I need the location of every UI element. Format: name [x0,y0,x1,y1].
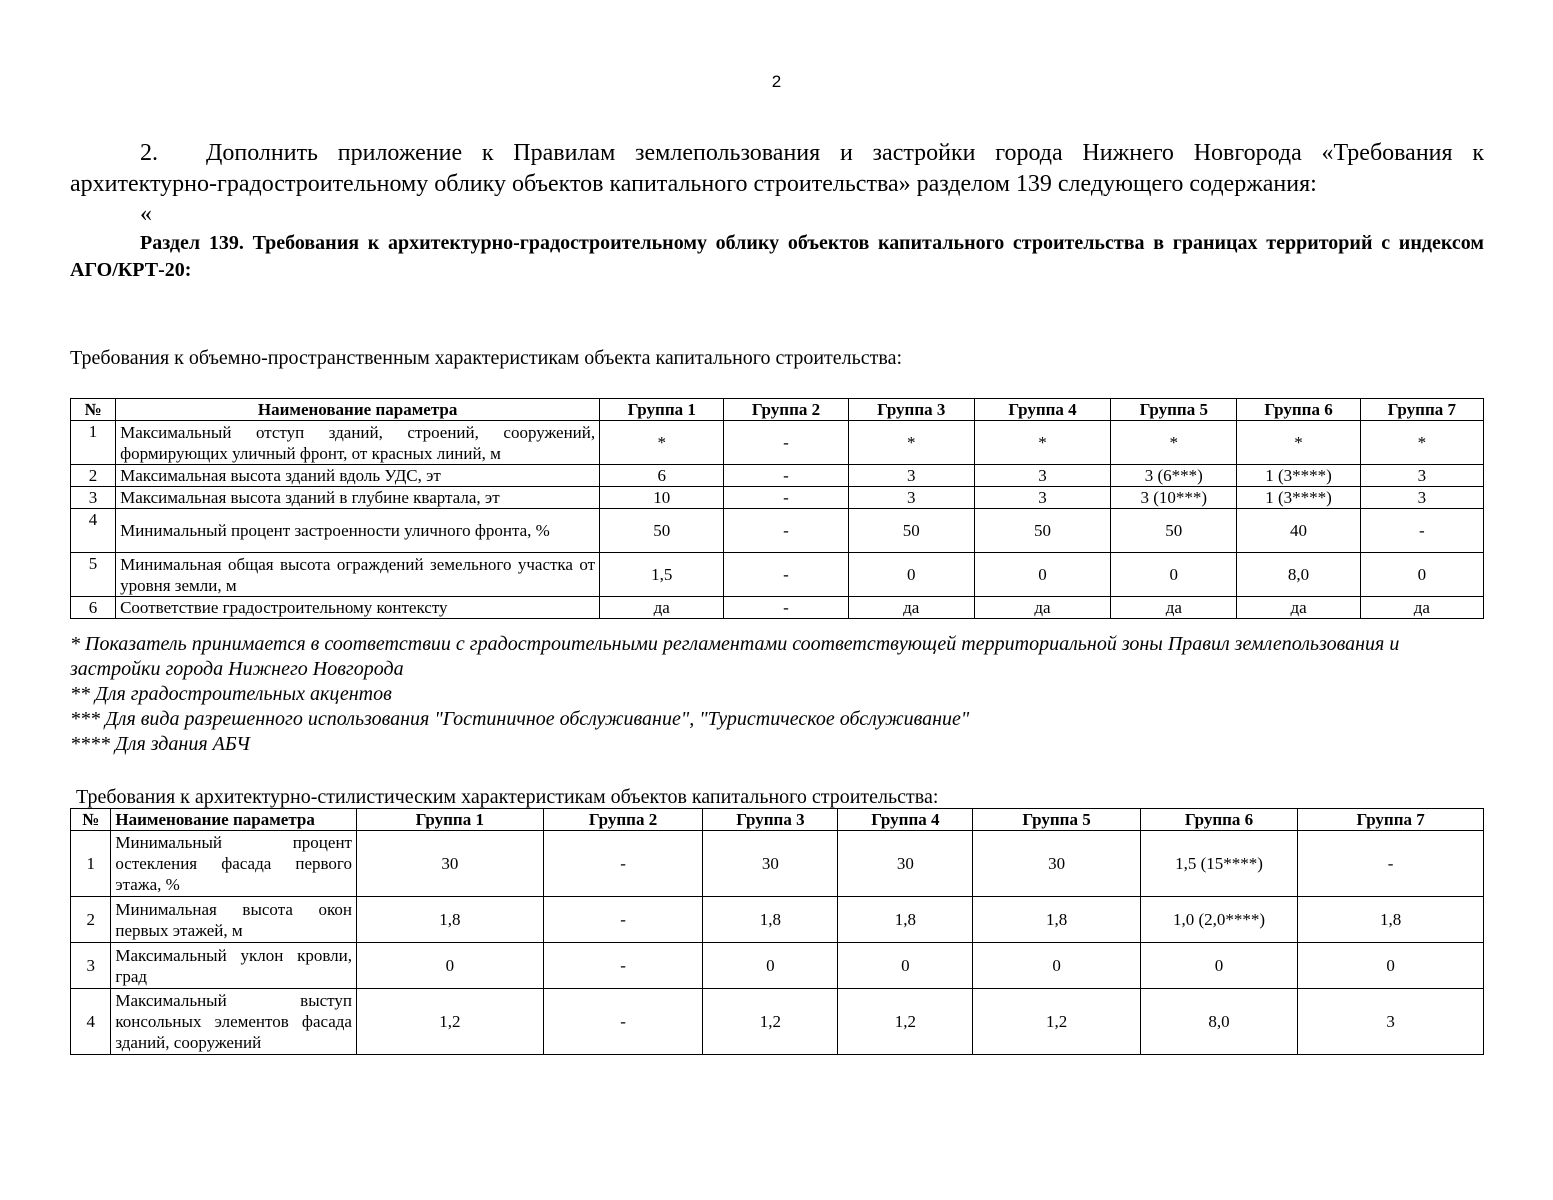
row-number: 2 [71,897,111,943]
row-number: 1 [71,421,116,465]
cell-value: да [1111,597,1237,619]
header-group-7: Группа 7 [1360,399,1483,421]
row-number: 5 [71,553,116,597]
cell-value: 1,8 [1298,897,1484,943]
cell-value: - [724,553,848,597]
cell-value: 3 [848,487,974,509]
paragraph-number: 2. [140,140,158,166]
cell-value: - [724,509,848,553]
cell-value: 0 [1298,943,1484,989]
document-body [70,138,1484,284]
table-row [71,465,1484,487]
cell-value: * [974,421,1110,465]
cell-value: да [848,597,974,619]
cell-value: 30 [838,831,973,897]
table-row [71,943,1484,989]
cell-value: 1,8 [973,897,1141,943]
cell-value: 30 [356,831,543,897]
cell-value: 1,0 (2,0****) [1140,897,1297,943]
cell-value: 1,2 [973,989,1141,1055]
cell-value: - [1360,509,1483,553]
row-number: 1 [71,831,111,897]
cell-value: 30 [973,831,1141,897]
cell-value: 3 [974,487,1110,509]
row-number: 3 [71,487,116,509]
param-name: Максимальный уклон кровли, град [111,943,357,989]
param-name: Соответствие градостроительному контексту [116,597,600,619]
cell-value: 1,5 [600,553,724,597]
cell-value: 0 [974,553,1110,597]
cell-value: 50 [1111,509,1237,553]
cell-value: 1,8 [838,897,973,943]
cell-value: 1,8 [703,897,838,943]
volume-spatial-table [70,398,1484,619]
cell-value: - [724,465,848,487]
cell-value: 8,0 [1140,989,1297,1055]
cell-value: 30 [703,831,838,897]
header-group-1: Группа 1 [356,809,543,831]
header-number: № [71,399,116,421]
table-row [71,831,1484,897]
cell-value: 3 (6***) [1111,465,1237,487]
header-group-5: Группа 5 [973,809,1141,831]
cell-value: * [1111,421,1237,465]
table-header-row [71,399,1484,421]
header-group-4: Группа 4 [974,399,1110,421]
row-number: 6 [71,597,116,619]
cell-value: 1 (3****) [1237,487,1360,509]
cell-value: - [724,487,848,509]
table-header-row [71,809,1484,831]
cell-value: 3 [1360,465,1483,487]
header-group-3: Группа 3 [848,399,974,421]
header-group-6: Группа 6 [1237,399,1360,421]
cell-value: да [1237,597,1360,619]
header-param: Наименование параметра [116,399,600,421]
param-name: Минимальная высота окон первых этажей, м [111,897,357,943]
header-group-6: Группа 6 [1140,809,1297,831]
cell-value: 8,0 [1237,553,1360,597]
cell-value: - [543,943,703,989]
page-number: 2 [771,72,782,91]
header-group-1: Группа 1 [600,399,724,421]
param-name: Минимальный процент застроенности уличного фронта, % [116,509,600,553]
table-row [71,553,1484,597]
header-group-5: Группа 5 [1111,399,1237,421]
cell-value: 0 [973,943,1141,989]
table2-caption: Требования к архитектурно-стилистическим характеристикам объектов капитального строительства: [76,786,939,808]
footnote-4: **** Для здания АБЧ [70,733,250,755]
table-row [71,421,1484,465]
cell-value: 10 [600,487,724,509]
header-number: № [71,809,111,831]
cell-value: 0 [838,943,973,989]
intro-text: Дополнить приложение к Правилам землепользования и застройки города Нижнего Новгорода «Требования к архитектурно-градостроительному облику объектов капитального строительства» разделом 139 следующего содержания: [70,140,1484,197]
table-row [71,487,1484,509]
cell-value: * [848,421,974,465]
cell-value: 3 (10***) [1111,487,1237,509]
cell-value: да [974,597,1110,619]
table1-caption: Требования к объемно-пространственным характеристикам объекта капитального строительства: [70,347,903,369]
opening-quote: « [140,201,152,227]
intro-paragraph [70,138,1484,200]
cell-value: да [1360,597,1483,619]
cell-value: - [543,989,703,1055]
cell-value: 6 [600,465,724,487]
cell-value: 3 [974,465,1110,487]
cell-value: * [1237,421,1360,465]
cell-value: 0 [1360,553,1483,597]
cell-value: * [600,421,724,465]
cell-value: 40 [1237,509,1360,553]
cell-value: 0 [848,553,974,597]
cell-value: 0 [1111,553,1237,597]
cell-value: 1,2 [838,989,973,1055]
architectural-style-table [70,808,1484,1055]
footnote-1: * Показатель принимается в соответствии с градостроительными регламентами соответствующей территориальной зоны Правил землепользования и застройки города Нижнего Новгорода [70,633,1400,680]
cell-value: 1 (3****) [1237,465,1360,487]
cell-value: * [1360,421,1483,465]
header-group-3: Группа 3 [703,809,838,831]
cell-value: - [543,897,703,943]
cell-value: да [600,597,724,619]
footnote-2: ** Для градостроительных акцентов [70,683,392,705]
table-row [71,597,1484,619]
cell-value: 50 [848,509,974,553]
cell-value: 3 [1298,989,1484,1055]
header-param: Наименование параметра [111,809,357,831]
param-name: Минимальная общая высота ограждений земельного участка от уровня земли, м [116,553,600,597]
cell-value: 0 [703,943,838,989]
table-row [71,509,1484,553]
table-row [71,897,1484,943]
cell-value: - [543,831,703,897]
param-name: Минимальный процент остекления фасада первого этажа, % [111,831,357,897]
table-row [71,989,1484,1055]
row-number: 2 [71,465,116,487]
header-group-2: Группа 2 [724,399,848,421]
footnotes [70,632,1484,757]
param-name: Максимальная высота зданий вдоль УДС, эт [116,465,600,487]
param-name: Максимальный выступ консольных элементов фасада зданий, сооружений [111,989,357,1055]
cell-value: 0 [1140,943,1297,989]
param-name: Максимальная высота зданий в глубине квартала, эт [116,487,600,509]
cell-value: 1,5 (15****) [1140,831,1297,897]
cell-value: 1,2 [703,989,838,1055]
header-group-2: Группа 2 [543,809,703,831]
cell-value: 1,2 [356,989,543,1055]
param-name: Максимальный отступ зданий, строений, сооружений, формирующих уличный фронт, от красных линий, м [116,421,600,465]
cell-value: 50 [974,509,1110,553]
cell-value: - [724,597,848,619]
cell-value: - [1298,831,1484,897]
header-group-4: Группа 4 [838,809,973,831]
row-number: 3 [71,943,111,989]
footnote-3: *** Для вида разрешенного использования "Гостиничное обслуживание", "Туристическое обслуживание" [70,708,970,730]
cell-value: 50 [600,509,724,553]
section-title: Раздел 139. Требования к архитектурно-градостроительному облику объектов капитального строительства в границах территорий с индексом АГО/КРТ-20: [70,232,1484,281]
row-number: 4 [71,989,111,1055]
cell-value: 3 [848,465,974,487]
cell-value: - [724,421,848,465]
cell-value: 0 [356,943,543,989]
cell-value: 3 [1360,487,1483,509]
row-number: 4 [71,509,116,553]
header-group-7: Группа 7 [1298,809,1484,831]
cell-value: 1,8 [356,897,543,943]
